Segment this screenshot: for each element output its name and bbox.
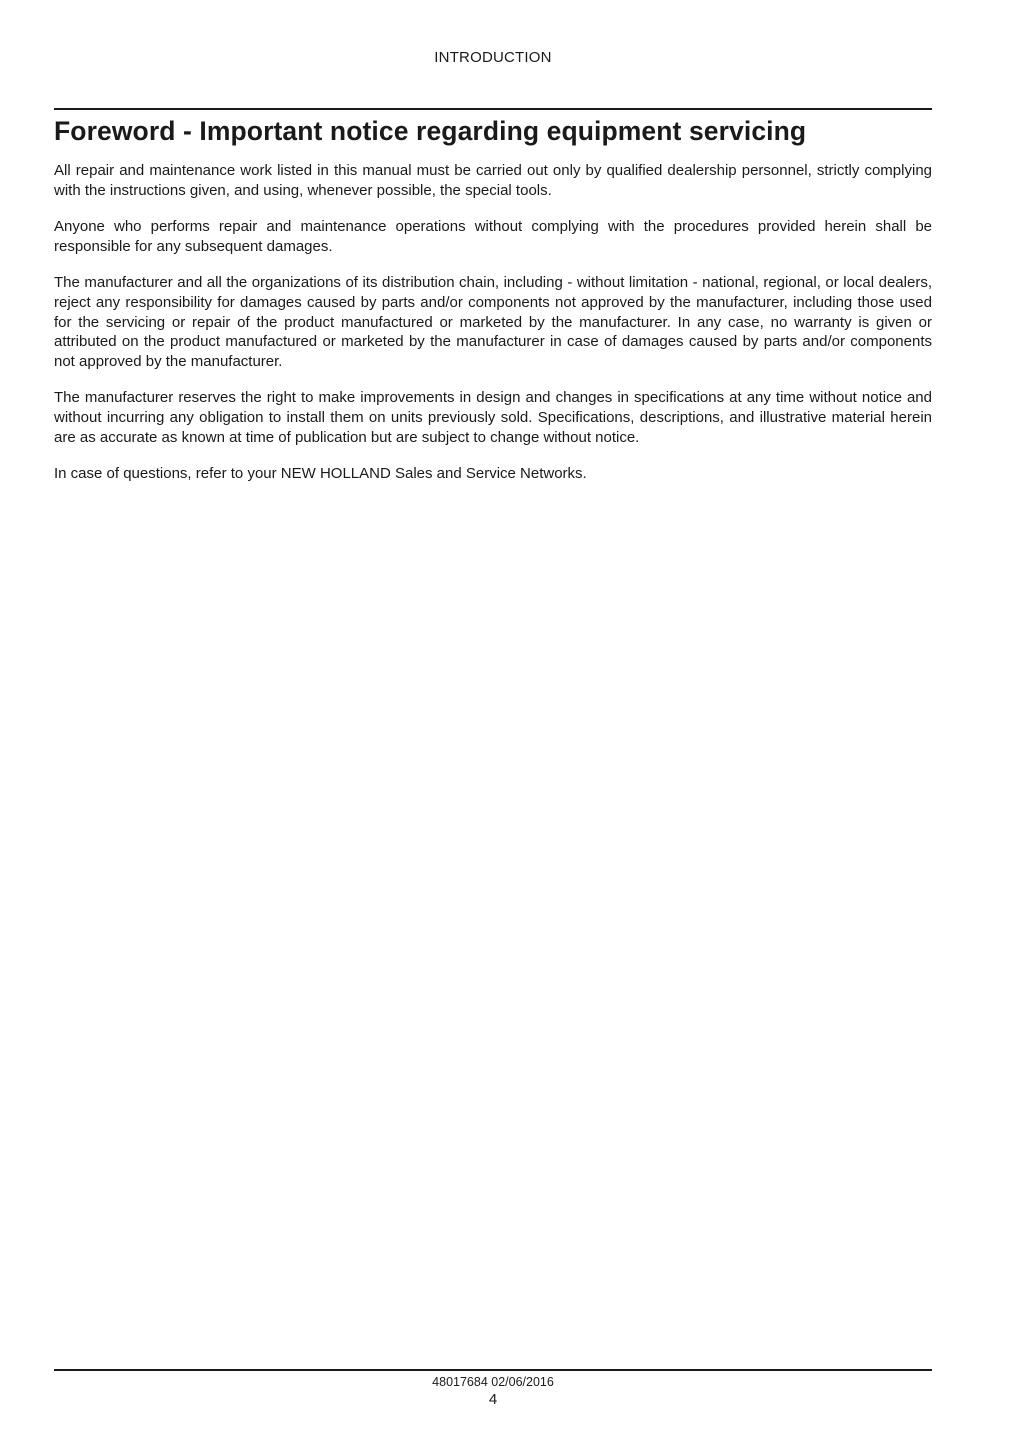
- page-title: Foreword - Important notice regarding equipment servicing: [54, 116, 807, 146]
- paragraph-qualified-personnel: All repair and maintenance work listed in this manual must be carried out only by qualified dealership personnel, strictly complying with the instructions given, and using, whenever possible, the special tools.: [54, 162, 932, 199]
- paragraph-contact: In case of questions, refer to your NEW HOLLAND Sales and Service Networks.: [54, 465, 587, 483]
- header-divider: [54, 108, 932, 110]
- running-header: INTRODUCTION: [434, 49, 552, 66]
- page-number: 4: [488, 1391, 498, 1408]
- body-text: [54, 161, 932, 501]
- paragraph-responsibility: Anyone who performs repair and maintenance operations without complying with the procedures provided herein shall be responsible for any subsequent damages.: [54, 218, 932, 255]
- footer-divider: [54, 1369, 932, 1371]
- document-reference: 48017684 02/06/2016: [432, 1375, 554, 1389]
- paragraph-unapproved-parts: The manufacturer and all the organizations of its distribution chain, including - without limitation - national, regional, or local dealers, reject any responsibility for damages caused by parts and/or components not approved by the manufacturer, including those used for the servicing or repair of the product manufactured or marketed by the manufacturer. In any case, no warranty is given or attributed on the product manufactured or marketed by the manufacturer in case of damages caused by parts and/or components not approved by the manufacturer.: [54, 274, 932, 370]
- paragraph-specification-changes: The manufacturer reserves the right to make improvements in design and changes in specifications at any time without notice and without incurring any obligation to install them on units previously sold. Specifications, descriptions, and illustrative material herein are as accurate as known at time of publication but are subject to change without notice.: [54, 389, 932, 446]
